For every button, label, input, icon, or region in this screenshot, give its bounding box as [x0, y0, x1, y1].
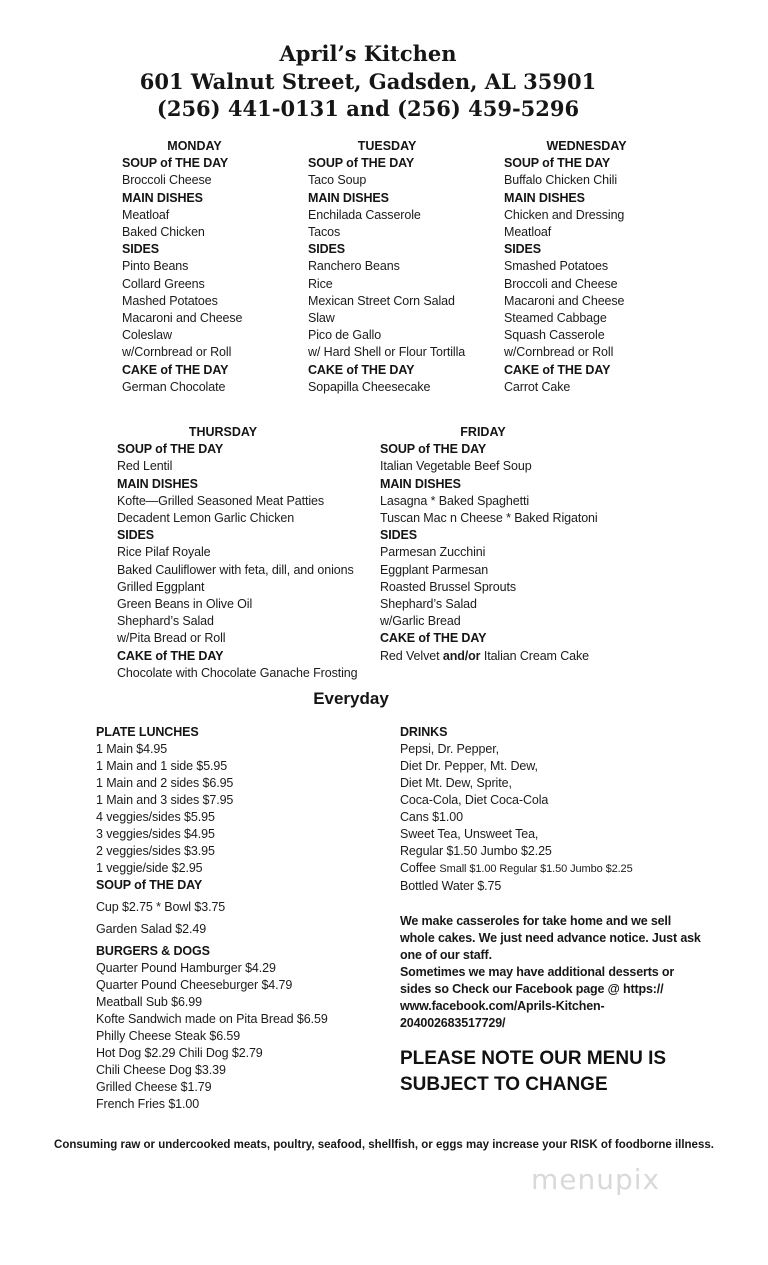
- menu-item: Enchilada Casserole: [308, 207, 421, 222]
- info-note-line: whole cakes. We just need advance notice. Just ask: [400, 931, 701, 945]
- section-heading: SOUP of THE DAY: [380, 442, 487, 457]
- menu-header: [0, 40, 736, 123]
- day-column-monday: [122, 138, 267, 396]
- menu-item: Carrot Cake: [504, 379, 571, 394]
- menu-item: Parmesan Zucchini: [380, 545, 486, 560]
- restaurant-name: April’s Kitchen: [279, 41, 457, 66]
- section-heading: SIDES: [122, 242, 160, 257]
- section-heading: MAIN DISHES: [308, 190, 389, 205]
- menu-item: Chili Cheese Dog $3.39: [96, 1063, 226, 1077]
- menu-item: Eggplant Parmesan: [380, 562, 489, 577]
- menu-item: Bottled Water $.75: [400, 879, 502, 893]
- menu-item: Coca-Cola, Diet Coca-Cola: [400, 793, 549, 807]
- menu-item: Baked Cauliflower with feta, dill, and onions: [117, 562, 354, 577]
- section-heading: SIDES: [504, 242, 542, 257]
- section-heading: MAIN DISHES: [117, 476, 198, 491]
- menu-item: Coleslaw: [122, 328, 172, 343]
- menu-item-segment: Small $1.00 Regular $1.50 Jumbo $2.25: [439, 863, 633, 875]
- section-heading: SOUP of THE DAY: [504, 156, 611, 171]
- menu-item: Diet Mt. Dew, Sprite,: [400, 776, 512, 790]
- menu-item: [400, 860, 701, 878]
- menu-item: Rice Pilaf Royale: [117, 545, 211, 560]
- restaurant-address: 601 Walnut Street, Gadsden, AL 35901: [139, 68, 597, 94]
- section-heading: CAKE of THE DAY: [122, 362, 229, 377]
- menu-item: Rice: [308, 276, 333, 291]
- menu-item: Mexican Street Corn Salad: [308, 293, 455, 308]
- day-column-tuesday: [308, 138, 466, 396]
- menu-item: 1 Main and 1 side $5.95: [96, 759, 228, 773]
- menu-item: Grilled Cheese $1.79: [96, 1080, 212, 1094]
- info-note-line: sides so Check our Facebook page @ https://: [400, 982, 664, 996]
- menu-item: Italian Vegetable Beef Soup: [380, 459, 532, 474]
- menu-item: Quarter Pound Hamburger $4.29: [96, 961, 276, 975]
- menu-item: Sopapilla Cheesecake: [308, 379, 431, 394]
- section-heading: SIDES: [117, 528, 155, 543]
- menu-item: Steamed Cabbage: [504, 311, 607, 326]
- restaurant-phones: (256) 441-0131 and (256) 459-5296: [156, 96, 580, 121]
- menu-item-segment: Red Velvet: [380, 648, 443, 663]
- menu-item: Philly Cheese Steak $6.59: [96, 1029, 241, 1043]
- everyday-right-column: [400, 724, 701, 1032]
- menu-item: Buffalo Chicken Chili: [504, 173, 618, 188]
- menu-item: Meatloaf: [122, 207, 170, 222]
- menu-item: Garden Salad $2.49: [96, 922, 207, 936]
- info-note-line: We make casseroles for take home and we sell: [400, 914, 672, 928]
- menu-item-segment: Italian Cream Cake: [480, 648, 590, 663]
- menu-item: Diet Dr. Pepper, Mt. Dew,: [400, 759, 538, 773]
- plate-lunches-heading: PLATE LUNCHES: [96, 725, 199, 739]
- menu-item: Shephard’s Salad: [117, 614, 214, 629]
- menu-item: w/Garlic Bread: [380, 614, 461, 629]
- menu-item: w/ Hard Shell or Flour Tortilla: [308, 345, 466, 360]
- menu-item: Hot Dog $2.29 Chili Dog $2.79: [96, 1046, 263, 1060]
- menu-item: Tacos: [308, 225, 341, 240]
- menu-item: Tuscan Mac n Cheese * Baked Rigatoni: [380, 511, 598, 526]
- menu-item: 1 Main $4.95: [96, 742, 168, 756]
- soup-of-the-day-heading: SOUP of THE DAY: [96, 878, 203, 892]
- info-note-line: 204002683517729/: [400, 1016, 506, 1030]
- everyday-left-column: [96, 724, 328, 1113]
- menu-item: French Fries $1.00: [96, 1097, 200, 1111]
- menu-item: Regular $1.50 Jumbo $2.25: [400, 844, 552, 858]
- menu-item: Smashed Potatoes: [504, 259, 609, 274]
- menu-item: 1 Main and 3 sides $7.95: [96, 793, 234, 807]
- section-heading: SOUP of THE DAY: [308, 156, 415, 171]
- day-column-wednesday: [504, 138, 669, 396]
- section-heading: SOUP of THE DAY: [122, 156, 229, 171]
- section-heading: CAKE of THE DAY: [504, 362, 611, 377]
- menu-item: Pepsi, Dr. Pepper,: [400, 742, 499, 756]
- menu-item: Cans $1.00: [400, 810, 463, 824]
- menu-item: Kofte—Grilled Seasoned Meat Patties: [117, 493, 325, 508]
- menu-item: 3 veggies/sides $4.95: [96, 827, 215, 841]
- section-heading: MAIN DISHES: [380, 476, 461, 491]
- everyday-heading: Everyday: [313, 689, 389, 708]
- section-heading: MAIN DISHES: [122, 190, 203, 205]
- menu-item: Quarter Pound Cheeseburger $4.79: [96, 978, 293, 992]
- menu-item: w/Cornbread or Roll: [504, 345, 614, 360]
- menu-item: w/Pita Bread or Roll: [117, 631, 226, 646]
- section-heading: MAIN DISHES: [504, 190, 585, 205]
- footer-disclaimer: Consuming raw or undercooked meats, poultry, seafood, shellfish, or eggs may increase your RISK of foodborne illness.: [54, 1139, 714, 1151]
- info-note-line: Sometimes we may have additional desserts or: [400, 965, 675, 979]
- menu-item: [380, 648, 598, 665]
- menu-item: Lasagna * Baked Spaghetti: [380, 493, 530, 508]
- menu-item: German Chocolate: [122, 379, 226, 394]
- menu-item: Mashed Potatoes: [122, 293, 218, 308]
- menu-item: Decadent Lemon Garlic Chicken: [117, 511, 295, 526]
- menu-item: 1 Main and 2 sides $6.95: [96, 776, 234, 790]
- menu-item: Green Beans in Olive Oil: [117, 597, 253, 612]
- menu-item: Slaw: [308, 311, 335, 326]
- day-name: THURSDAY: [188, 425, 258, 439]
- menu-item-segment: and/or: [442, 648, 481, 663]
- section-heading: CAKE of THE DAY: [380, 631, 487, 646]
- info-note-line: www.facebook.com/Aprils-Kitchen-: [400, 999, 605, 1013]
- menupix-watermark: menupix: [531, 1163, 661, 1196]
- section-heading: SIDES: [380, 528, 418, 543]
- day-column-thursday: [117, 424, 357, 682]
- day-name: TUESDAY: [357, 139, 417, 153]
- menu-item: Taco Soup: [308, 173, 367, 188]
- day-column-friday: [380, 424, 598, 665]
- burgers-and-dogs-heading: BURGERS & DOGS: [96, 944, 210, 958]
- menu-item: Collard Greens: [122, 276, 205, 291]
- section-heading: CAKE of THE DAY: [308, 362, 415, 377]
- menu-item: Pico de Gallo: [308, 328, 382, 343]
- drinks-heading: DRINKS: [400, 725, 448, 739]
- menu-change-notice: PLEASE NOTE OUR MENU IS SUBJECT TO CHANGE: [400, 1048, 667, 1095]
- menu-item: Macaroni and Cheese: [122, 311, 243, 326]
- menu-item: Grilled Eggplant: [117, 579, 205, 594]
- day-name: MONDAY: [167, 139, 222, 153]
- menu-item: Pinto Beans: [122, 259, 189, 274]
- menu-item: 4 veggies/sides $5.95: [96, 810, 215, 824]
- menu-item: Kofte Sandwich made on Pita Bread $6.59: [96, 1012, 328, 1026]
- menu-item: 2 veggies/sides $3.95: [96, 844, 215, 858]
- day-name: WEDNESDAY: [546, 139, 627, 153]
- menu-item: Squash Casserole: [504, 328, 605, 343]
- menu-item: 1 veggie/side $2.95: [96, 861, 203, 875]
- menu-item-segment: Coffee: [400, 861, 440, 875]
- day-name: FRIDAY: [460, 425, 506, 439]
- menu-item: Red Lentil: [117, 459, 173, 474]
- menu-item: Macaroni and Cheese: [504, 293, 625, 308]
- menu-item: Sweet Tea, Unsweet Tea,: [400, 827, 539, 841]
- menu-item: Meatball Sub $6.99: [96, 995, 202, 1009]
- menu-item: Meatloaf: [504, 225, 552, 240]
- menu-item: Cup $2.75 * Bowl $3.75: [96, 900, 226, 914]
- section-heading: SIDES: [308, 242, 346, 257]
- menu-item: Ranchero Beans: [308, 259, 400, 274]
- menu-item: Baked Chicken: [122, 225, 205, 240]
- section-heading: SOUP of THE DAY: [117, 442, 224, 457]
- info-note-line: one of our staff.: [400, 948, 492, 962]
- menu-item: Broccoli and Cheese: [504, 276, 618, 291]
- menu-item: w/Cornbread or Roll: [122, 345, 232, 360]
- menu-item: Roasted Brussel Sprouts: [380, 579, 516, 594]
- menu-item: Chocolate with Chocolate Ganache Frosting: [117, 665, 358, 680]
- section-heading: CAKE of THE DAY: [117, 648, 224, 663]
- menu-item: Broccoli Cheese: [122, 173, 212, 188]
- menu-item: Chicken and Dressing: [504, 207, 625, 222]
- menu-item: Shephard’s Salad: [380, 597, 477, 612]
